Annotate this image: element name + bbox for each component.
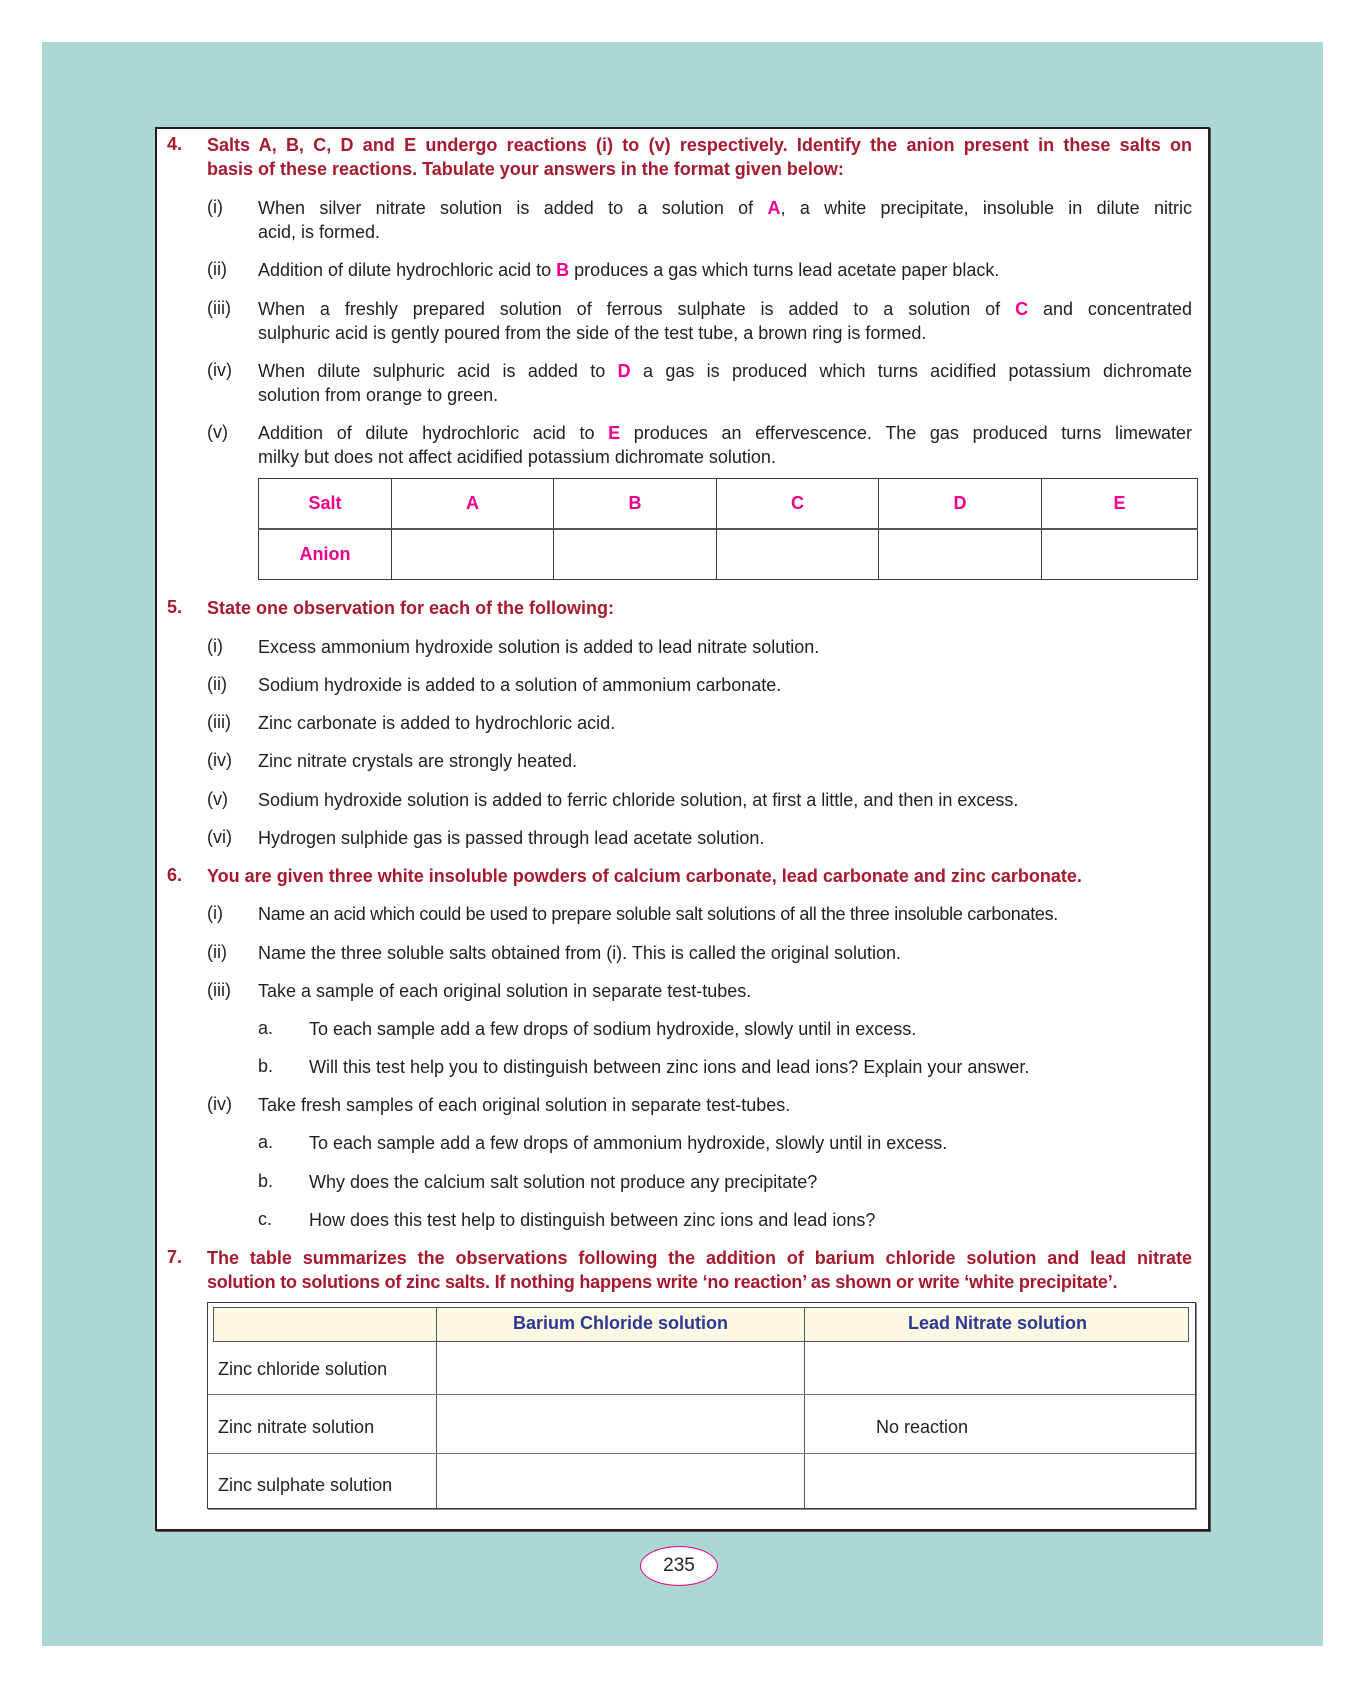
- q6-sub-label: b.: [258, 1171, 274, 1191]
- q6-heading: You are given three white insoluble powders of calcium carbonate, lead carbonate and zinc carbonate.: [207, 866, 1082, 886]
- row-header-anion: Anion: [259, 529, 392, 580]
- cell-zinc-chloride-barium[interactable]: [437, 1344, 803, 1394]
- column-b: B: [554, 479, 717, 530]
- q6-item-label: (iii): [207, 980, 231, 1000]
- q5-number: 5.: [167, 597, 183, 617]
- column-header-barium-chloride: Barium Chloride solution: [512, 1313, 728, 1333]
- salt-label: D: [617, 361, 631, 381]
- q5-heading: State one observation for each of the following:: [207, 598, 615, 618]
- row-label-zinc-sulphate: Zinc sulphate solution: [218, 1475, 393, 1495]
- q4-heading-line2: basis of these reactions. Tabulate your answers in the format given below:: [207, 159, 844, 179]
- row-label-zinc-nitrate: Zinc nitrate solution: [218, 1417, 375, 1437]
- q6-item-label: (i): [207, 903, 223, 923]
- q5-item: Hydrogen sulphide gas is passed through lead acetate solution.: [258, 828, 765, 848]
- row-header-salt: Salt: [259, 479, 392, 530]
- anion-cell-d[interactable]: [879, 529, 1042, 580]
- q5-item: Zinc carbonate is added to hydrochloric acid.: [258, 713, 616, 733]
- q6-item: Take a sample of each original solution in separate test-tubes.: [258, 981, 752, 1001]
- q7-number: 7.: [167, 1247, 183, 1267]
- cell-zinc-chloride-lead[interactable]: [805, 1344, 1194, 1394]
- q4-item-ii: Addition of dilute hydrochloric acid to B produces a gas which turns lead acetate paper black.: [258, 260, 1000, 280]
- page-number: 235: [640, 1546, 718, 1586]
- q4-number: 4.: [167, 134, 183, 154]
- q4-item-i: When silver nitrate solution is added to a solution of A, a white precipitate, insoluble in dilute nitric acid, is formed.: [258, 198, 1192, 242]
- q4-item-iii: When a freshly prepared solution of ferrous sulphate is added to a solution of C and concentrated sulphuric acid is gently poured from the side of the test tube, a brown ring is formed.: [258, 299, 1192, 343]
- salt-row: [259, 479, 1198, 530]
- q7-heading-line2: solution to solutions of zinc salts. If nothing happens write ‘no reaction’ as shown or write ‘white precipitate’.: [207, 1272, 1118, 1292]
- q6-number: 6.: [167, 865, 183, 885]
- salt-anion-table: [258, 478, 1198, 580]
- column-a: A: [392, 479, 554, 530]
- q5-item-label: (vi): [207, 827, 232, 847]
- q6-item-label: (ii): [207, 942, 227, 962]
- cell-zinc-nitrate-lead[interactable]: No reaction: [876, 1417, 969, 1437]
- q5-item-label: (iv): [207, 750, 232, 770]
- q7-heading: [207, 1246, 1192, 1294]
- q4-item-label: (i): [207, 197, 223, 217]
- q4-item-label: (v): [207, 422, 228, 442]
- q4-heading-line1: Salts A, B, C, D and E undergo reactions (i) to (v) respectively. Identify the anion present in these salts on: [207, 135, 1192, 155]
- q4-item-iv: When dilute sulphuric acid is added to D a gas is produced which turns acidified potassium dichromate solution from orange to green.: [258, 361, 1192, 405]
- salt-label: A: [767, 198, 781, 218]
- q5-item: Sodium hydroxide solution is added to ferric chloride solution, at first a little, and then in excess.: [258, 790, 1019, 810]
- column-c: C: [717, 479, 879, 530]
- q5-item: Sodium hydroxide is added to a solution of ammonium carbonate.: [258, 675, 782, 695]
- q5-item-label: (v): [207, 789, 228, 809]
- q6-sub-label: c.: [258, 1209, 273, 1229]
- anion-row: [259, 529, 1198, 580]
- salt-label: E: [608, 423, 621, 443]
- anion-cell-a[interactable]: [392, 529, 554, 580]
- q6-item: Take fresh samples of each original solution in separate test-tubes.: [258, 1095, 791, 1115]
- q6-item: Name the three soluble salts obtained from (i). This is called the original solution.: [258, 943, 901, 963]
- q6-sub-item: To each sample add a few drops of ammonium hydroxide, slowly until in excess.: [309, 1133, 948, 1153]
- q7-heading-line1: The table summarizes the observations following the addition of barium chloride solution and lead nitrate: [207, 1248, 1192, 1268]
- anion-cell-e[interactable]: [1042, 529, 1198, 580]
- salt-label: B: [556, 260, 570, 280]
- q5-item: Zinc nitrate crystals are strongly heated.: [258, 751, 578, 771]
- q5-item: Excess ammonium hydroxide solution is added to lead nitrate solution.: [258, 637, 820, 657]
- q4-item-v: Addition of dilute hydrochloric acid to E produces an effervescence. The gas produced turns limewater milky but does not affect acidified potassium dichromate solution.: [258, 423, 1192, 467]
- cell-zinc-sulphate-barium[interactable]: [437, 1454, 803, 1508]
- q6-sub-item: Will this test help you to distinguish between zinc ions and lead ions? Explain your answer.: [309, 1057, 1030, 1077]
- q6-sub-item: Why does the calcium salt solution not produce any precipitate?: [309, 1172, 818, 1192]
- anion-cell-b[interactable]: [554, 529, 717, 580]
- column-d: D: [879, 479, 1042, 530]
- salt-label: C: [1015, 299, 1029, 319]
- q5-item-label: (ii): [207, 674, 227, 694]
- q4-heading: [207, 133, 1192, 181]
- q6-sub-label: b.: [258, 1056, 274, 1076]
- q6-item: Name an acid which could be used to prepare soluble salt solutions of all the three insoluble carbonates.: [258, 904, 1059, 924]
- q6-sub-item: How does this test help to distinguish between zinc ions and lead ions?: [309, 1210, 876, 1230]
- cell-zinc-nitrate-barium[interactable]: [437, 1395, 803, 1453]
- q6-sub-item: To each sample add a few drops of sodium hydroxide, slowly until in excess.: [309, 1019, 917, 1039]
- row-label-zinc-chloride: Zinc chloride solution: [218, 1359, 388, 1379]
- q4-item-label: (ii): [207, 259, 227, 279]
- column-e: E: [1042, 479, 1198, 530]
- q4-item-label: (iv): [207, 360, 232, 380]
- cell-zinc-sulphate-lead[interactable]: [805, 1454, 1194, 1508]
- q5-item-label: (iii): [207, 712, 231, 732]
- q5-item-label: (i): [207, 636, 223, 656]
- q6-sub-label: a.: [258, 1132, 274, 1152]
- column-header-lead-nitrate: Lead Nitrate solution: [907, 1313, 1087, 1333]
- q6-item-label: (iv): [207, 1094, 232, 1114]
- anion-cell-c[interactable]: [717, 529, 879, 580]
- q6-sub-label: a.: [258, 1018, 274, 1038]
- q4-item-label: (iii): [207, 298, 231, 318]
